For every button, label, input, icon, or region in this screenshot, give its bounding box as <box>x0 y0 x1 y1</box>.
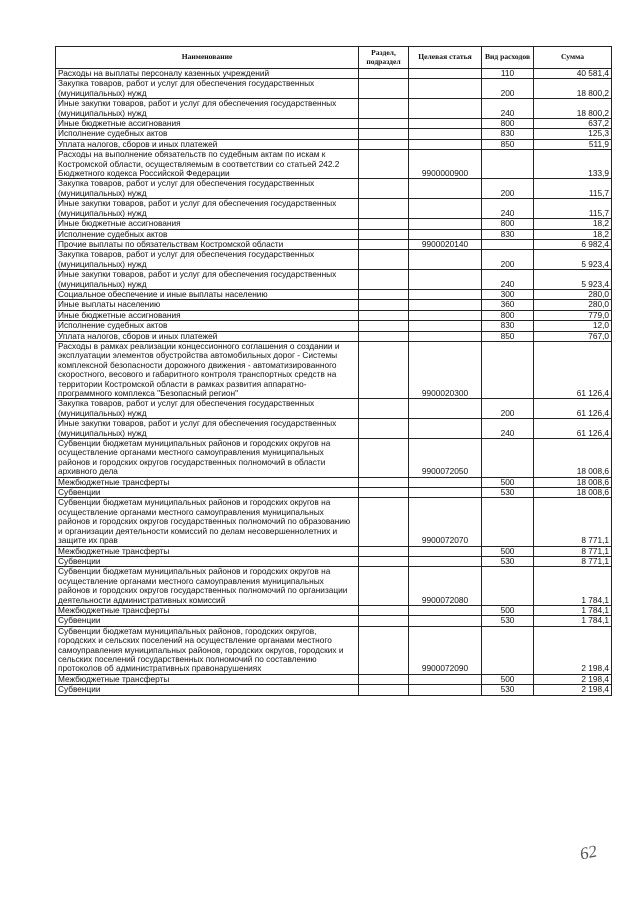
row-razdel <box>359 179 409 199</box>
row-name: Иные бюджетные ассигнования <box>56 119 359 129</box>
row-razdel <box>359 250 409 270</box>
row-expense-type: 500 <box>482 674 534 684</box>
row-sum: 18 008,6 <box>534 488 612 498</box>
row-expense-type: 240 <box>482 419 534 439</box>
row-name: Иные закупки товаров, работ и услуг для обеспечения государственных (муниципальных) нужд <box>56 270 359 290</box>
row-razdel <box>359 567 409 606</box>
table-row <box>56 605 612 615</box>
row-sum: 12,0 <box>534 321 612 331</box>
row-target-code: 9900072090 <box>409 626 482 674</box>
row-razdel <box>359 674 409 684</box>
row-name: Субвенции <box>56 488 359 498</box>
row-razdel <box>359 556 409 566</box>
row-target-code <box>409 69 482 79</box>
row-expense-type <box>482 626 534 674</box>
table-row <box>56 300 612 310</box>
row-sum: 8 771,1 <box>534 498 612 546</box>
row-expense-type: 500 <box>482 477 534 487</box>
row-expense-type: 200 <box>482 79 534 99</box>
row-razdel <box>359 685 409 695</box>
page-mark-handwritten: 62 <box>578 841 599 864</box>
table-row <box>56 179 612 199</box>
row-name: Субвенции бюджетам муниципальных районов, городских округов, городских и сельских поселений на осуществление органами местного самоуправления муниципальных районов, городских округов, городских и сельских поселений государственных полномочий по составлению протоколов об административных правонарушениях <box>56 626 359 674</box>
row-expense-type: 200 <box>482 179 534 199</box>
row-name: Социальное обеспечение и иные выплаты населению <box>56 289 359 299</box>
row-target-code <box>409 556 482 566</box>
row-razdel <box>359 199 409 219</box>
row-name: Иные закупки товаров, работ и услуг для обеспечения государственных (муниципальных) нужд <box>56 419 359 439</box>
row-sum: 1 784,1 <box>534 567 612 606</box>
row-target-code: 9900072070 <box>409 498 482 546</box>
row-target-code <box>409 477 482 487</box>
row-expense-type <box>482 341 534 398</box>
row-sum: 6 982,4 <box>534 239 612 249</box>
row-name: Иные бюджетные ассигнования <box>56 219 359 229</box>
row-razdel <box>359 270 409 290</box>
row-expense-type: 360 <box>482 300 534 310</box>
budget-table <box>55 46 612 696</box>
row-razdel <box>359 239 409 249</box>
table-row <box>56 321 612 331</box>
row-name: Иные закупки товаров, работ и услуг для обеспечения государственных (муниципальных) нужд <box>56 199 359 219</box>
row-target-code <box>409 488 482 498</box>
row-target-code <box>409 79 482 99</box>
table-row <box>56 331 612 341</box>
row-razdel <box>359 289 409 299</box>
row-name: Субвенции <box>56 685 359 695</box>
row-razdel <box>359 229 409 239</box>
row-name: Иные закупки товаров, работ и услуг для обеспечения государственных (муниципальных) нужд <box>56 99 359 119</box>
row-target-code <box>409 310 482 320</box>
row-sum: 5 923,4 <box>534 270 612 290</box>
row-target-code <box>409 199 482 219</box>
row-target-code: 9900020140 <box>409 239 482 249</box>
row-target-code <box>409 674 482 684</box>
row-target-code <box>409 179 482 199</box>
row-name: Уплата налогов, сборов и иных платежей <box>56 331 359 341</box>
row-name: Межбюджетные трансферты <box>56 477 359 487</box>
row-sum: 637,2 <box>534 119 612 129</box>
row-name: Иные бюджетные ассигнования <box>56 310 359 320</box>
row-razdel <box>359 488 409 498</box>
row-name: Иные выплаты населению <box>56 300 359 310</box>
row-expense-type <box>482 239 534 249</box>
table-body <box>56 69 612 696</box>
row-expense-type: 530 <box>482 556 534 566</box>
row-razdel <box>359 300 409 310</box>
row-name: Исполнение судебных актов <box>56 321 359 331</box>
row-sum: 767,0 <box>534 331 612 341</box>
row-expense-type: 240 <box>482 99 534 119</box>
row-expense-type: 500 <box>482 605 534 615</box>
row-expense-type <box>482 567 534 606</box>
row-expense-type: 850 <box>482 331 534 341</box>
header-tselevaya: Целевая статья <box>409 47 482 69</box>
row-name: Субвенции бюджетам муниципальных районов и городских округов на осуществление органами местного самоуправления муниципальных районов и городских округов государственных полномочий по организации деятельности административных комиссий <box>56 567 359 606</box>
row-name: Субвенции бюджетам муниципальных районов и городских округов на осуществление органами местного самоуправления муниципальных районов и городских округов государственных полномочий по образованию и организации деятельности комиссий по делам несовершеннолетних и защите их прав <box>56 498 359 546</box>
row-razdel <box>359 99 409 119</box>
header-summa: Сумма <box>534 47 612 69</box>
row-target-code <box>409 229 482 239</box>
table-row <box>56 685 612 695</box>
row-expense-type: 830 <box>482 229 534 239</box>
row-sum: 18 008,6 <box>534 439 612 478</box>
row-razdel <box>359 626 409 674</box>
row-name: Субвенции <box>56 616 359 626</box>
row-sum: 115,7 <box>534 199 612 219</box>
row-razdel <box>359 616 409 626</box>
row-expense-type: 850 <box>482 139 534 149</box>
row-name: Межбюджетные трансферты <box>56 605 359 615</box>
row-target-code <box>409 219 482 229</box>
row-sum: 115,7 <box>534 179 612 199</box>
row-razdel <box>359 69 409 79</box>
header-razdel: Раздел, подраздел <box>359 47 409 69</box>
row-sum: 2 198,4 <box>534 626 612 674</box>
row-name: Субвенции <box>56 556 359 566</box>
row-sum: 18,2 <box>534 219 612 229</box>
row-target-code: 9900020300 <box>409 341 482 398</box>
table-row <box>56 488 612 498</box>
row-name: Расходы в рамках реализации концессионного соглашения о создании и эксплуатации элементов обустройства автомобильных дорог - Системы комплексной безопасности дорожного движения - автоматизированного скоростного, весового и габаритного контроля транспортных средств на территории Костромской области в рамках развития аппаратно-программного комплекса "Безопасный регион" <box>56 341 359 398</box>
row-sum: 133,9 <box>534 150 612 179</box>
row-expense-type: 240 <box>482 199 534 219</box>
table-row <box>56 289 612 299</box>
row-sum: 8 771,1 <box>534 556 612 566</box>
row-expense-type <box>482 439 534 478</box>
row-expense-type: 300 <box>482 289 534 299</box>
row-name: Закупка товаров, работ и услуг для обеспечения государственных (муниципальных) нужд <box>56 399 359 419</box>
table-row <box>56 546 612 556</box>
row-sum: 61 126,4 <box>534 341 612 398</box>
row-target-code <box>409 546 482 556</box>
row-target-code <box>409 99 482 119</box>
row-sum: 280,0 <box>534 300 612 310</box>
row-target-code <box>409 139 482 149</box>
row-sum: 511,9 <box>534 139 612 149</box>
header-name: Наименование <box>56 47 359 69</box>
row-sum: 61 126,4 <box>534 419 612 439</box>
row-expense-type: 240 <box>482 270 534 290</box>
row-sum: 8 771,1 <box>534 546 612 556</box>
row-razdel <box>359 546 409 556</box>
table-row <box>56 229 612 239</box>
row-sum: 2 198,4 <box>534 685 612 695</box>
table-row <box>56 310 612 320</box>
row-name: Исполнение судебных актов <box>56 229 359 239</box>
row-target-code <box>409 129 482 139</box>
row-name: Исполнение судебных актов <box>56 129 359 139</box>
table-header-row <box>56 47 612 69</box>
table-row <box>56 99 612 119</box>
row-razdel <box>359 321 409 331</box>
row-name: Межбюджетные трансферты <box>56 546 359 556</box>
table-row <box>56 129 612 139</box>
row-razdel <box>359 331 409 341</box>
row-razdel <box>359 119 409 129</box>
table-row <box>56 399 612 419</box>
table-row <box>56 477 612 487</box>
row-sum: 61 126,4 <box>534 399 612 419</box>
row-name: Закупка товаров, работ и услуг для обеспечения государственных (муниципальных) нужд <box>56 79 359 99</box>
row-target-code <box>409 321 482 331</box>
row-name: Субвенции бюджетам муниципальных районов и городских округов на осуществление органами местного самоуправления муниципальных районов и городских округов государственных полномочий в области архивного дела <box>56 439 359 478</box>
row-expense-type: 530 <box>482 685 534 695</box>
row-expense-type: 800 <box>482 119 534 129</box>
row-expense-type: 800 <box>482 219 534 229</box>
table-row <box>56 556 612 566</box>
row-name: Расходы на выплаты персоналу казенных учреждений <box>56 69 359 79</box>
row-sum: 18 800,2 <box>534 79 612 99</box>
row-sum: 280,0 <box>534 289 612 299</box>
row-name: Прочие выплаты по обязательствам Костромской области <box>56 239 359 249</box>
row-razdel <box>359 498 409 546</box>
row-razdel <box>359 219 409 229</box>
row-sum: 779,0 <box>534 310 612 320</box>
row-expense-type: 800 <box>482 310 534 320</box>
table-row <box>56 139 612 149</box>
row-razdel <box>359 477 409 487</box>
row-razdel <box>359 439 409 478</box>
table-row <box>56 270 612 290</box>
row-sum: 1 784,1 <box>534 605 612 615</box>
table-row <box>56 616 612 626</box>
row-sum: 125,3 <box>534 129 612 139</box>
table-row <box>56 219 612 229</box>
row-expense-type: 110 <box>482 69 534 79</box>
table-row <box>56 419 612 439</box>
table-row <box>56 567 612 606</box>
row-razdel <box>359 399 409 419</box>
row-sum: 18 800,2 <box>534 99 612 119</box>
row-sum: 18 008,6 <box>534 477 612 487</box>
row-razdel <box>359 605 409 615</box>
table-row <box>56 119 612 129</box>
row-name: Уплата налогов, сборов и иных платежей <box>56 139 359 149</box>
header-vid: Вид расходов <box>482 47 534 69</box>
row-razdel <box>359 139 409 149</box>
row-sum: 1 784,1 <box>534 616 612 626</box>
row-expense-type: 530 <box>482 616 534 626</box>
row-razdel <box>359 79 409 99</box>
budget-table-page <box>55 46 611 696</box>
row-sum: 18,2 <box>534 229 612 239</box>
row-target-code: 9900000900 <box>409 150 482 179</box>
row-name: Закупка товаров, работ и услуг для обеспечения государственных (муниципальных) нужд <box>56 179 359 199</box>
table-row <box>56 150 612 179</box>
row-target-code <box>409 331 482 341</box>
row-target-code <box>409 270 482 290</box>
row-target-code: 9900072080 <box>409 567 482 606</box>
row-target-code <box>409 399 482 419</box>
table-row <box>56 439 612 478</box>
table-row <box>56 250 612 270</box>
table-row <box>56 626 612 674</box>
table-row <box>56 498 612 546</box>
row-expense-type <box>482 498 534 546</box>
table-row <box>56 199 612 219</box>
row-target-code <box>409 289 482 299</box>
table-row <box>56 239 612 249</box>
row-expense-type: 830 <box>482 321 534 331</box>
row-target-code <box>409 685 482 695</box>
row-target-code <box>409 605 482 615</box>
table-row <box>56 674 612 684</box>
row-razdel <box>359 341 409 398</box>
table-row <box>56 341 612 398</box>
table-row <box>56 69 612 79</box>
row-expense-type: 500 <box>482 546 534 556</box>
row-name: Расходы на выполнение обязательств по судебным актам по искам к Костромской области, осуществляемым в соответствии со статьей 242.2 Бюджетного кодекса Российской Федерации <box>56 150 359 179</box>
row-name: Межбюджетные трансферты <box>56 674 359 684</box>
row-expense-type: 830 <box>482 129 534 139</box>
row-expense-type: 200 <box>482 399 534 419</box>
row-target-code <box>409 300 482 310</box>
row-razdel <box>359 419 409 439</box>
row-target-code <box>409 616 482 626</box>
table-row <box>56 79 612 99</box>
row-target-code <box>409 119 482 129</box>
row-target-code <box>409 419 482 439</box>
row-razdel <box>359 150 409 179</box>
row-expense-type <box>482 150 534 179</box>
row-razdel <box>359 310 409 320</box>
row-target-code: 9900072050 <box>409 439 482 478</box>
row-target-code <box>409 250 482 270</box>
row-name: Закупка товаров, работ и услуг для обеспечения государственных (муниципальных) нужд <box>56 250 359 270</box>
row-sum: 2 198,4 <box>534 674 612 684</box>
row-expense-type: 200 <box>482 250 534 270</box>
row-sum: 40 581,4 <box>534 69 612 79</box>
row-sum: 5 923,4 <box>534 250 612 270</box>
row-razdel <box>359 129 409 139</box>
row-expense-type: 530 <box>482 488 534 498</box>
